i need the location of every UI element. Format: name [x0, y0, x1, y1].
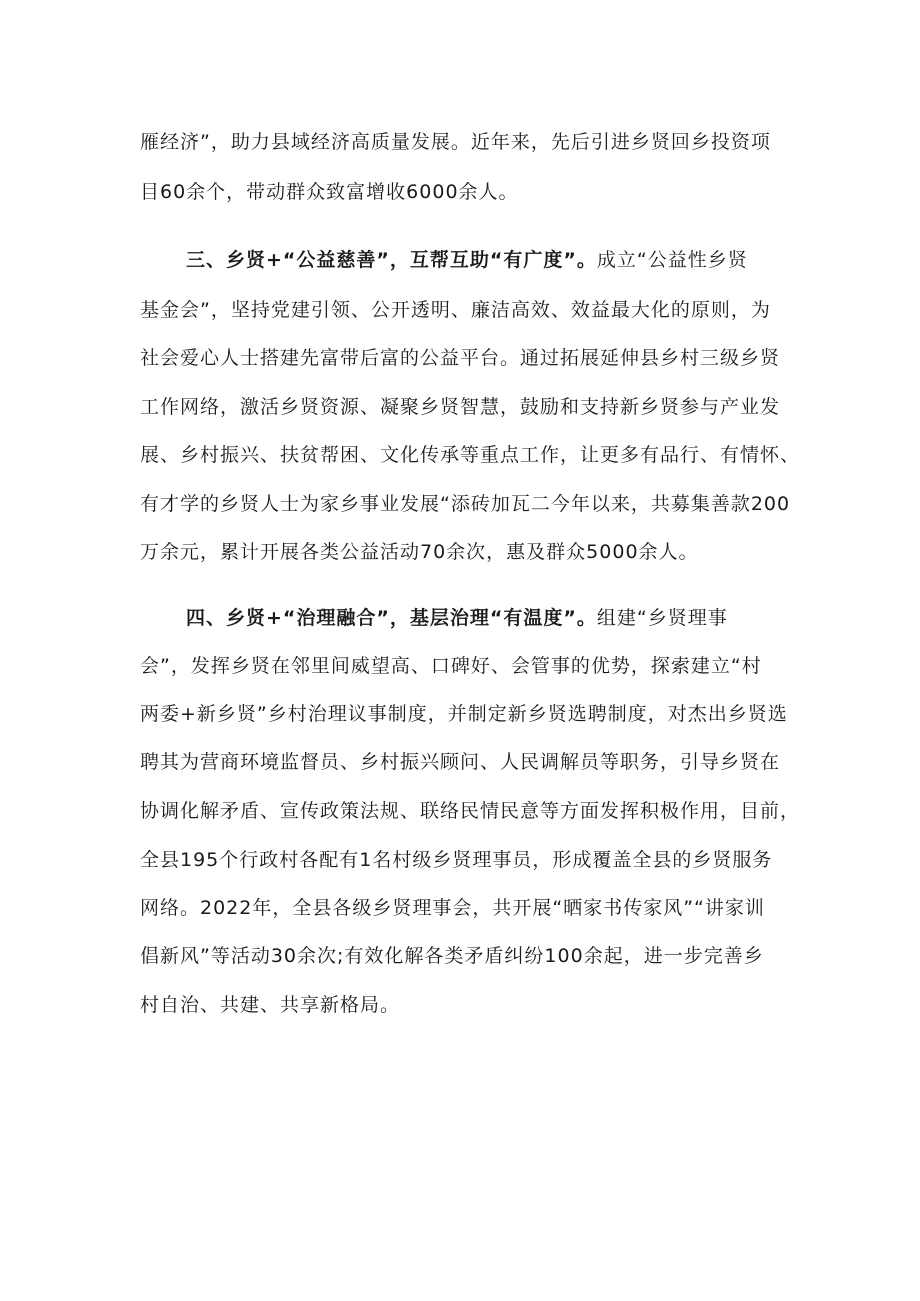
section-3-heading: 三、乡贤+“公益慈善”，互帮互助“有广度”。 [186, 249, 597, 271]
paragraph-2-line-3: 社会爱心人士搭建先富带后富的公益平台。通过拓展延伸县乡村三级乡贤 [140, 347, 781, 369]
paragraph-3-line-9: 村自治、共建、共享新格局。 [140, 994, 401, 1016]
paragraph-3-line-8: 倡新风”等活动30余次;有效化解各类矛盾纠纷100余起，进一步完善乡 [140, 945, 764, 967]
section-4-heading: 四、乡贤+“治理融合”，基层治理“有温度”。 [186, 607, 597, 629]
paragraph-3-line-7: 网络。2022年，全县各级乡贤理事会，共开展“晒家书传家风”“讲家训 [140, 897, 765, 919]
paragraph-3-line-3: 两委+新乡贤”乡村治理议事制度，并制定新乡贤选聘制度，对杰出乡贤选 [140, 703, 788, 725]
paragraph-2-line-4: 工作网络，激活乡贤资源、凝聚乡贤智慧，鼓励和支持新乡贤参与产业发 [140, 396, 781, 418]
paragraph-1-line-2: 目60余个，带动群众致富增收6000余人。 [140, 181, 519, 203]
paragraph-2-line-2: 基金会”，坚持党建引领、公开透明、廉洁高效、效益最大化的原则，为 [140, 299, 771, 321]
paragraph-2-line-7: 万余元，累计开展各类公益活动70余次，惠及群众5000余人。 [140, 541, 699, 563]
paragraph-1-line-1: 雁经济”，助力县域经济高质量发展。近年来，先后引进乡贤回乡投资项 [140, 131, 771, 153]
paragraph-3-line-1-text: 组建“乡贤理事 [596, 607, 728, 629]
paragraph-3-line-1 [186, 606, 800, 630]
paragraph-3-line-4: 聘其为营商环境监督员、乡村振兴顾问、人民调解员等职务，引导乡贤在 [140, 751, 781, 773]
paragraph-3-line-2: 会”，发挥乡贤在邻里间威望高、口碑好、会管事的优势，探索建立“村 [140, 655, 762, 677]
paragraph-3-line-5: 协调化解矛盾、宣传政策法规、联络民情民意等方面发挥积极作用，目前， [140, 800, 801, 822]
paragraph-2-line-1-text: 成立“公益性乡贤 [596, 249, 748, 271]
paragraph-3-line-6: 全县195个行政村各配有1名村级乡贤理事员，形成覆盖全县的乡贤服务 [140, 849, 773, 871]
paragraph-2-line-6: 有才学的乡贤人士为家乡事业发展“添砖加瓦二今年以来，共募集善款200 [140, 493, 791, 515]
paragraph-2-line-5: 展、乡村振兴、扶贫帮困、文化传承等重点工作，让更多有品行、有情怀、 [140, 444, 801, 466]
paragraph-2-line-1 [186, 248, 800, 272]
